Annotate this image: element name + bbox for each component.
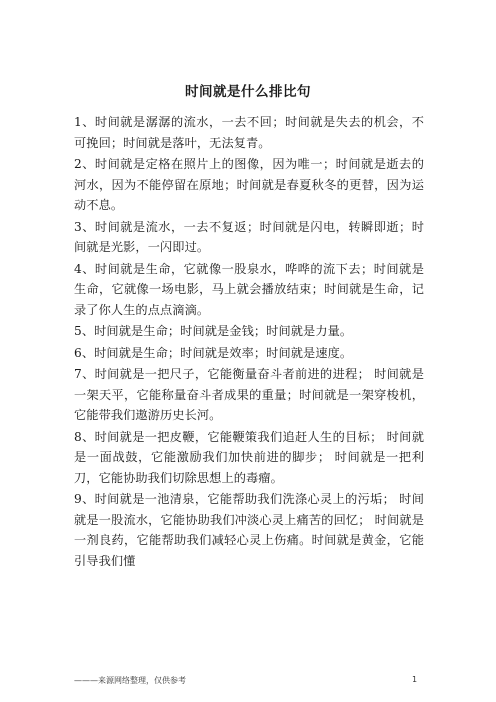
page-number: 1 bbox=[412, 675, 418, 684]
paragraph-2: 2、时间就是定格在照片上的图像，因为唯一；时间就是逝去的河水，因为不能停留在原地；时间就是春夏秋冬的更替，因为运动不息。 bbox=[74, 157, 424, 212]
paragraph-6: 6、时间就是生命；时间就是效率；时间就是速度。 bbox=[74, 345, 353, 360]
document-body bbox=[74, 112, 424, 572]
footer-source-note: ———来源网络整理，仅供参考 bbox=[74, 676, 186, 685]
paragraph-1: 1、时间就是潺潺的流水，一去不回；时间就是失去的机会，不可挽回；时间就是落叶，无法复青。 bbox=[74, 115, 424, 150]
paragraph-7: 7、时间就是一把尺子，它能衡量奋斗者前进的进程； 时间就是一架天平，它能称量奋斗者成果的重量；时间就是一架穿梭机，它能带我们遨游历史长河。 bbox=[74, 367, 424, 422]
paragraph-3: 3、时间就是流水，一去不复返；时间就是闪电，转瞬即逝；时间就是光影，一闪即过。 bbox=[74, 219, 424, 254]
paragraph-8: 8、时间就是一把皮鞭，它能鞭策我们追赶人生的目标； 时间就是一面战鼓，它能激励我们加快前进的脚步； 时间就是一把利刀，它能协助我们切除思想上的毒瘤。 bbox=[74, 429, 424, 485]
paragraph-4: 4、时间就是生命，它就像一股泉水，哗哗的流下去；时间就是生命，它就像一场电影，马上就会播放结束；时间就是生命，记录了你人生的点点滴滴。 bbox=[74, 261, 424, 317]
paragraph-5: 5、时间就是生命；时间就是金钱；时间就是力量。 bbox=[74, 324, 353, 338]
paragraph-9: 9、时间就是一池清泉，它能帮助我们洗涤心灵上的污垢； 时间就是一股流水，它能协助我们冲淡心灵上痛苦的回忆； 时间就是一剂良药，它能帮助我们减轻心灵上伤痛。时间就是黄金，它能引导我们懂 bbox=[74, 492, 424, 568]
document-title: 时间就是什么排比句 bbox=[185, 84, 311, 100]
